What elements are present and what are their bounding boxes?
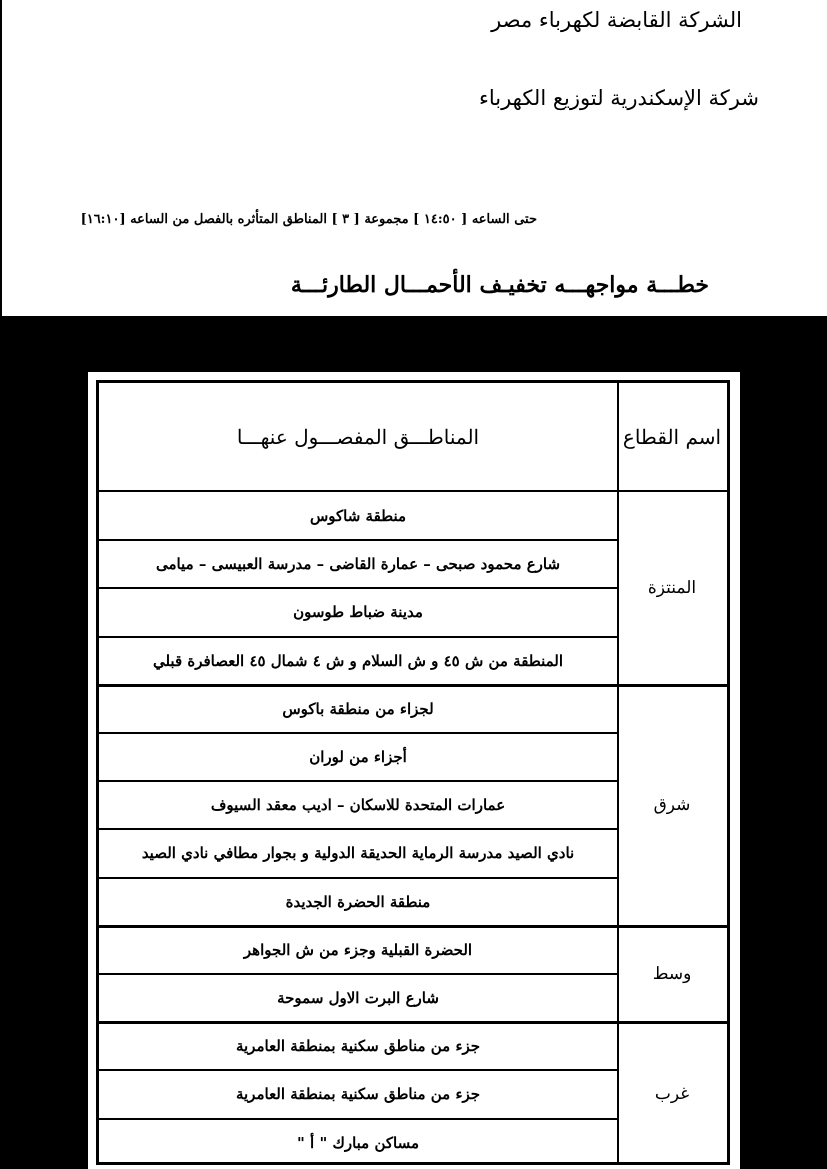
document-header <box>0 0 827 317</box>
area-cell: الحضرة القبلية وجزء من ش الجواهر <box>243 940 473 959</box>
area-cell: منطقة الحضرة الجديدة <box>285 892 431 911</box>
group-middle-text: حتى الساعه <box>471 212 537 227</box>
area-cell: لجزاء من منطقة باكوس <box>282 699 434 718</box>
distribution-company-name: شركة الإسكندرية لتوزيع الكهرباء <box>478 86 759 110</box>
area-cell: شارع البرت الاول سموحة <box>277 989 439 1008</box>
group-to-time: [١٦:١٠] <box>80 212 126 227</box>
areas-table <box>96 380 730 1165</box>
area-cell: نادي الصيد مدرسة الرماية الحديقة الدولية و بجوار مطافي نادي الصيد <box>141 844 575 863</box>
left-border-line <box>0 0 2 316</box>
header-areas-cell: المناطـــق المفصـــول عنهـــا <box>236 424 480 449</box>
area-cell: جزء من مناطق سكنية بمنطقة العامرية <box>235 1037 481 1056</box>
sector-name-cell: المنتزة <box>647 578 697 599</box>
area-cell: شارع محمود صبحى – عمارة القاضى – مدرسة العبيسى – ميامى <box>155 555 561 574</box>
area-cell: مدينة ضباط طوسون <box>293 603 423 622</box>
area-cell: جزء من مناطق سكنية بمنطقة العامرية <box>235 1085 481 1104</box>
area-cell: المنطقة من ش ٤٥ و ش السلام و ش ٤ شمال ٤٥ العصافرة قبلي <box>152 651 564 670</box>
sector-name-cell: وسط <box>652 963 692 984</box>
area-cell: منطقة شاكوس <box>309 507 407 526</box>
group-from-time: [ ١٤:٥٠ ] <box>413 212 468 227</box>
header-sector-cell: اسم القطاع <box>622 424 722 449</box>
area-cell: أجزاء من لوران <box>309 748 407 767</box>
group-prefix-text: مجموعة [ ٣ ] المناطق المتأثره بالفصل من الساعه <box>130 212 409 227</box>
sector-name-cell: غرب <box>654 1084 690 1105</box>
plan-title: خطـــة مواجهـــه تخفيـف الأحمـــال الطارئـــة <box>290 272 709 298</box>
area-cell: مساكن مبارك " أ " <box>297 1133 419 1152</box>
sector-name-cell: شرق <box>653 795 691 816</box>
table-page <box>88 372 740 1169</box>
group-time-line <box>81 212 537 227</box>
area-cell: عمارات المتحدة للاسكان – اديب معقد السيوف <box>210 796 506 815</box>
holding-company-name: الشركة القابضة لكهرباء مصر <box>491 8 742 32</box>
